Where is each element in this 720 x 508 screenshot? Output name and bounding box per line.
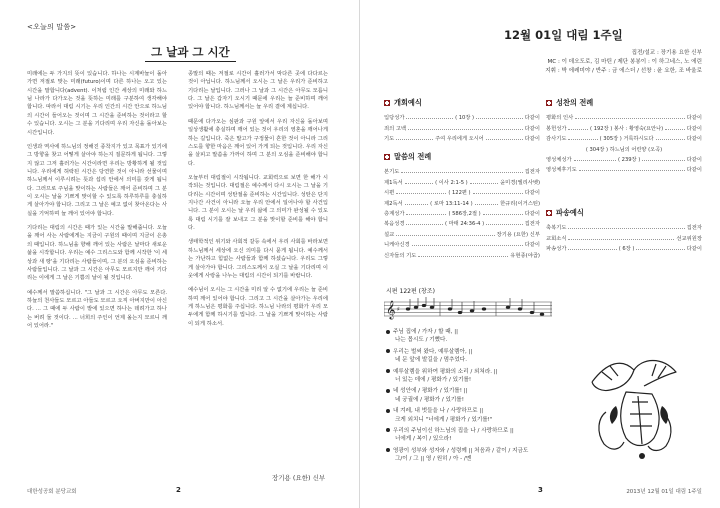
cross-icon — [384, 100, 390, 106]
section-heading: 개회예식 — [394, 98, 422, 107]
paragraph: 예수님이 오시는 그 시간을 미리 알 수 없기에 우리는 늘 준비하며 깨어 있어야 합니다. 그리고 그 시간을 살아가는 우리에게 하느님은 평화를 주십니다. 하느님 나라의 평화가 우리 모두에게 함께 하시기를 빕니다. 그 날을 기쁘게 맞이하는 사람이 되게 하소서. — [188, 287, 328, 327]
psalm-verse: 내 겨레, 내 벗들을 나 / 사랑하므로 || 크게 외치니 "너에게 / 평화가 / 있기를!" — [386, 407, 556, 424]
music-staff — [384, 296, 552, 322]
author-signature: 장기용 (요한) 신부 — [272, 474, 326, 482]
liturgy-row: 봉헌성가 ( 192장 ) 봉사 : 황영숙(요안나) 다같이 — [546, 125, 703, 132]
dove-illustration — [582, 352, 686, 464]
svg-text:𝄞: 𝄞 — [386, 300, 396, 319]
sermon-column-2 — [188, 70, 328, 334]
liturgy-row: 입당성가 ( 10장 ) 다같이 — [384, 115, 541, 122]
cross-icon — [546, 210, 552, 216]
credit-line: 지휘 : 박 에레미야 / 반주 : 금 에스더 / 선창 : 윤 요한, 조 바울로 — [545, 68, 702, 74]
section-tag: <오늘의 말씀> — [27, 23, 77, 31]
liturgy-row: 죄의 고백 다같이 — [384, 125, 540, 132]
liturgy-section-dismissal — [546, 208, 702, 252]
liturgy-row: 파송성가 ( 6장 ) 다같이 — [546, 246, 702, 253]
liturgy-row: 니케아신경 다같이 — [384, 242, 540, 249]
paragraph: 기다리는 대림의 시간은 때가 있는 시간을 말해줍니다. 오늘을 깨어 사는 사람에게는 지금이 구원의 때이며 지금이 은총의 때입니다. 하느님을 향해 깨어 있는 사람은 날마다 새로운 삶을 시작합니다. 우리는 예수 그리스도와 함께 시작한 '이 세상과 새 땅'을 기다리는 사람들이며, 그 분의 오심을 준비하는 사람들입니다. 그 날과 그 시간은 아무도 모르지만 깨어 기다리는 이에게 그 날은 기쁨의 날이 될 것입니다. — [27, 225, 167, 282]
paragraph: 오늘부터 대림절이 시작됩니다. 교회력으로 보면 한 해가 시작되는 것입니다. 대림절은 예수께서 다시 오시는 그 날을 기다리는 시간이며 성탄절을 준비하는 시간입니다. 성탄은 단지 지나간 사건이 아니라 오늘 우리 안에서 일어나야 할 사건입니다. 그 분이 오시는 날 우리 삶에 그 의미가 완성될 수 있도록 대림 시기를 잘 보내고 그 분을 맞이할 준비를 해야 합니다. — [188, 174, 328, 232]
cross-icon — [546, 100, 552, 106]
liturgy-row: 신자들의 기도 유현종(야곱) — [384, 252, 540, 259]
liturgy-row: ( 304장 ) 하느님의 어린양 (오곡) — [585, 146, 663, 153]
paragraph: 인생과 역사에 하느님의 정해진 종착지가 있고 목표가 있기에 그 방향을 찾고 어떻게 살아야 하는지 질문하게 됩니다. 그렇지 않고 그저 흘러가는 시간이라면 우리는 방황하게 될 것입니다. 우리에게 허락된 시간은 당연한 것이 아니라 선물이며 하느님께서 이루시려는 뜻과 섭리 안에서 의미를 갖게 됩니다. 그러므로 주님을 맞이하는 사람들은 깨어 준비하며 그 분이 오시는 날을 기쁘게 맞이할 수 있도록 하루하루를 충실하게 살아가야 합니다. 그리고 그 날은 예고 없이 찾아온다는 사실을 기억하며 늘 깨어 있어야 합니다. — [27, 143, 167, 217]
psalm-text — [386, 328, 556, 466]
psalm-verse: 영광이 성부와 성자와 / 성령께 || 처음과 / 같이 / 지금도 그/이 / 그 || 영 / 원히 / 아 - /멘 — [386, 447, 556, 464]
psalm-verse: 네 성안에 / 평화가 / 있기를! || 네 궁궐에 / 평화가 / 있기를! — [386, 387, 556, 404]
credit-line: MC : 이 데오도로, 김 마틴 / 제단 봉봉이 : 이 하그네스, 노 에린 — [547, 59, 702, 65]
psalm-verse: 우리의 주님이신 하느님의 집을 나 / 사랑하므로 || 너에게 / 복이 / 있으라! — [386, 427, 556, 444]
liturgy-row: 축복기도 집전자 — [546, 225, 702, 232]
service-title: 12월 01일 대림 1주일 — [504, 28, 623, 42]
liturgy-section-opening — [384, 98, 540, 142]
liturgy-row: 영성체성가 ( 239장 ) 다같이 — [546, 156, 702, 163]
liturgy-row: 본기도 집전자 — [384, 169, 540, 176]
liturgy-row: 감사기도 ( 305장 ) 거룩하시도다 다같이 — [546, 136, 702, 143]
paragraph: 예수께서 말씀하십니다. "그 날과 그 시간은 아무도 모른다. 하늘의 천사들도 모르고 아들도 모르고 오직 아버지만이 아신다. ... 그 때에 두 사람이 밭에 있으면 하나는 데려가고 하나는 버려 둘 것이다. ... 너희의 주인이 언제 올는지 모르니 깨어 있어라." — [27, 289, 167, 330]
section-heading: 파송예식 — [556, 208, 584, 217]
liturgy-row: 영성체후기도 다같이 — [546, 167, 702, 174]
section-heading: 성찬의 전례 — [556, 98, 594, 107]
service-date-footer: 2013년 12월 01일 대림 1주일 — [626, 489, 702, 495]
liturgy-section-eucharist — [546, 98, 702, 173]
sermon-column-1 — [27, 70, 167, 336]
page-number: 2 — [176, 486, 181, 494]
liturgy-row: 제2독서 ( 로마 13:11-14 ) 한규리(이거스틴) — [384, 200, 541, 207]
liturgy-row: 층계성가 ( 586장,2절 ) 다같이 — [384, 210, 541, 217]
church-name-footer: 대한성공회 분당교회 — [27, 489, 77, 495]
sermon-title: 그 날과 그 시간 — [145, 44, 236, 62]
svg-text:♯: ♯ — [397, 306, 400, 313]
liturgy-row: 기도 주여 우리에게 오시어 다같이 — [384, 136, 540, 143]
section-heading: 말씀의 전례 — [394, 152, 432, 161]
psalm-hymn-label: 시편 122편 (창조) — [386, 288, 435, 295]
credit-line: 집전/설교 : 장기용 요한 신부 — [631, 50, 702, 56]
liturgy-row: 교회소식 선교위원장 — [546, 235, 702, 242]
liturgy-row: 평화의 인사 다같이 — [546, 115, 702, 122]
liturgy-section-word — [384, 152, 540, 259]
paragraph: 미래에는 두 가지의 뜻이 있습니다. 하나는 시계바늘이 돌아가면 저절로 맞는 미래(futuro)이며 다른 하나는 오고 있는 시간을 말합니다(advent). 이처럼 인간 세상의 미래와 하느님 나라가 다가오는 것을 뜻하는 미래를 구분하여 생각해야 합니다. 따라서 대림 시기는 우리 인간의 시간 안으로 하느님의 시간이 들어오는 것이며 그 시간을 준비하는 것이라고 할 수 있습니다. 오시는 그 분을 기다리며 우리 자신을 돌아보는 시간입니다. — [27, 71, 167, 136]
paragraph: 때문에 다가오는 심판과 구원 앞에서 우리 자신을 돌아보며 일상생활에 충실하며 깨어 있는 것이 우리의 영혼을 깨어나게 하는 길입니다. 죽은 말고가 구정물이 흔한 것이 아니라 그리스도를 향한 마음은 깨어 있어 가게 되는 것입니다. 우리 자신을 살피고 말씀을 가까이 하며 그 분의 오심을 준비해야 합니다. — [188, 118, 328, 167]
cross-icon — [384, 154, 390, 160]
paragraph: 생태학적인 위기와 사회적 갈등 속에서 우리 사회를 바라보면 하느님께서 세상에 오신 의미를 다시 묻게 됩니다. 예수께서는 가난하고 힘없는 사람들과 함께 하셨습니다. 우리도 그렇게 살아가야 합니다. 그리스도께서 오실 그 날을 기다리며 이웃에게 사랑을 나누는 대림의 시간이 되기를 바랍니다. — [188, 239, 328, 279]
page-number: 3 — [538, 486, 543, 494]
psalm-verse: 우리는 벌써 왔다, 예루살렘아, || 네 문 앞에 발길을 / 멈추었다. — [386, 348, 556, 365]
paragraph: 종말의 때는 저절로 시간이 흘러가서 막다른 곳에 다다르는 것이 아닙니다. 하느님께서 오시는 그 날은 우리가 준비하고 기다리는 날입니다. 그러나 그 날과 그 시간은 아무도 모릅니다. 그 날은 갑자기 오시기 때문에 우리는 늘 준비하며 깨어 있어야 합니다. 하느님께서는 늘 우리 곁에 계십니다. — [188, 71, 328, 111]
liturgy-row: 설교 장기용 (요한) 신부 — [384, 231, 540, 238]
psalm-verse: 예루살렘을 위하여 평화의 소리 / 외쳐라. || 너 있는 데에 / 평화가 / 있기를! — [386, 368, 556, 385]
liturgy-row: 복음성경 ( 마태 24:36-4 ) 집전자 — [384, 221, 540, 228]
liturgy-row: 제1독서 ( 이사 2:1-5 ) 윤미경(엘리사벳) — [384, 179, 541, 186]
liturgy-row: 시편 ( 122편 ) 다같이 — [384, 190, 541, 197]
psalm-verse: 주님 집에 / 가자 / 할 때, || 나는 몹시도 / 기뻤다. — [386, 328, 556, 345]
